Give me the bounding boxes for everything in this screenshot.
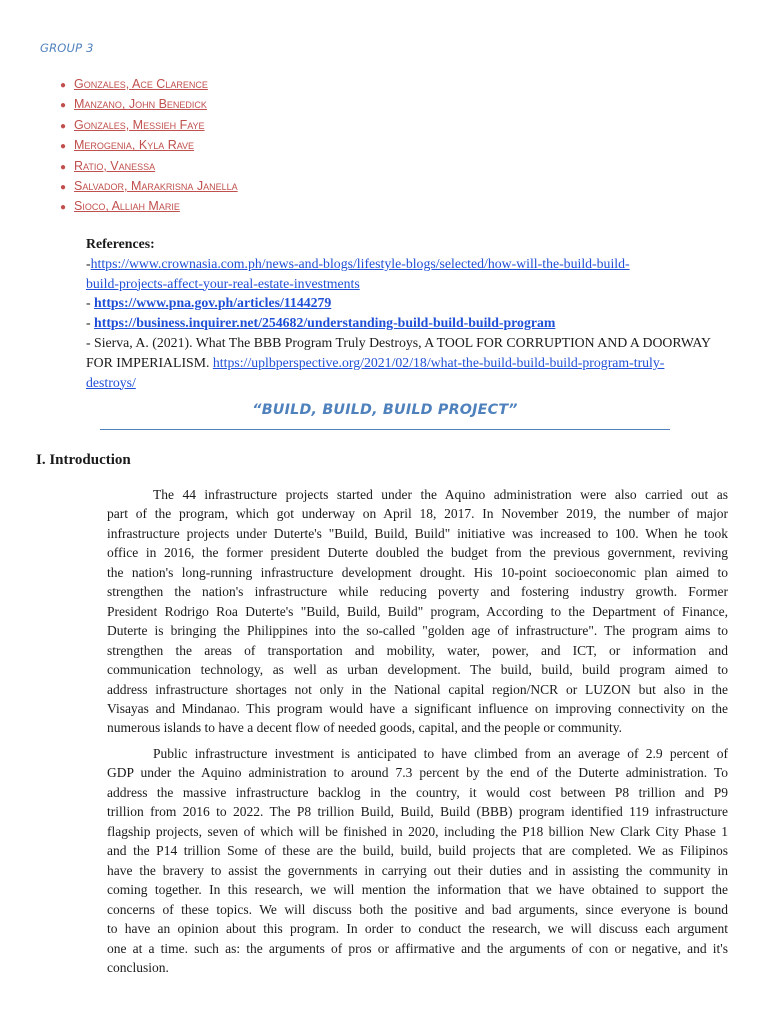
member-item xyxy=(60,115,238,135)
paragraph-line: conclusion. xyxy=(107,959,169,975)
member-item xyxy=(60,156,238,176)
paragraph-line: office in 2016, the former president Duterte doubled the budget from the previous government, reviving xyxy=(107,545,728,561)
reference-3-link[interactable]: https://business.inquirer.net/254682/understanding-build-build-build-program xyxy=(94,315,556,331)
project-title: “BUILD, BUILD, BUILD PROJECT” xyxy=(252,402,518,418)
references-heading: References: xyxy=(86,236,155,251)
member-name: Gonzales, Ace Clarence xyxy=(74,77,208,91)
paragraph-line: communication technology, as well as urban development. The build, build, build program aimed to xyxy=(107,662,728,678)
bullet-icon: ● xyxy=(60,80,67,91)
paragraph-line: Public infrastructure investment is anticipated to have climbed from an average of 2.9 percent of xyxy=(153,746,728,761)
paragraph-line: Visayas and Mindanao. This program would have a significant influence on improving connectivity on the xyxy=(107,700,728,716)
member-name: Manzano, John Benedick xyxy=(74,97,207,112)
paragraph-line: President Rodrigo Roa Duterte's "Build, Build, Build" program, According to the Department of Finance, xyxy=(107,603,728,619)
member-item xyxy=(60,135,238,155)
reference-1-continued xyxy=(86,274,726,294)
paragraph-line: have the bravery to assist the governments in carrying out their duties and in assisting the community in xyxy=(107,862,728,878)
reference-prefix: - xyxy=(86,295,95,311)
reference-4-link-cont[interactable]: destroys/ xyxy=(86,374,136,390)
reference-3 xyxy=(86,313,726,333)
paragraph-line: coming together. In this research, we will mention the information that we have obtained to support the xyxy=(107,882,728,898)
paragraph-line: the nation's long-running infrastructure development drought. His 10-point socioeconomic plan aimed to xyxy=(107,564,728,580)
bullet-icon: ● xyxy=(60,161,67,173)
member-item xyxy=(60,74,238,94)
reference-1-link-cont[interactable]: build-projects-affect-your-real-estate-investments xyxy=(86,275,360,291)
paragraph-line: one at a time. such as: the arguments of pros or affirmative and the arguments of con or negative, and it's xyxy=(107,940,728,956)
reference-4-text: FOR IMPERIALISM. xyxy=(86,354,213,370)
reference-1 xyxy=(86,254,726,274)
paragraph-line: Duterte is bringing the Philippines into the so-called "golden age of infrastructure". The program aims to xyxy=(107,623,728,639)
paragraph-line: GDP under the Aquino administration to around 7.3 percent by the end of the Duterte administration. To xyxy=(107,765,728,781)
reference-prefix: - xyxy=(86,255,91,271)
bullet-icon: ● xyxy=(60,141,67,153)
member-name: Sioco, Alliah Marie xyxy=(74,199,180,214)
title-divider xyxy=(100,429,670,430)
paragraph-line: trillion from 2016 to 2022. The P8 trillion Build, Build, Build (BBB) program identified 119 infrastructure xyxy=(107,804,728,820)
bullet-icon: ● xyxy=(60,202,67,214)
member-item xyxy=(60,196,238,216)
references-section xyxy=(86,234,726,392)
group-label: GROUP 3 xyxy=(40,41,94,55)
member-list xyxy=(60,74,238,217)
section-heading: I. Introduction xyxy=(36,452,131,468)
member-name: Salvador, Marakrisna Janella xyxy=(74,178,238,193)
paragraph-line: strengthen the nation's infrastructure while reducing poverty and fostering industry growth. Former xyxy=(107,584,728,600)
paragraph-line: The 44 infrastructure projects started under the Aquino administration were also carried out as xyxy=(153,487,728,502)
paragraph-line: and the P14 trillion Some of these are the build, build, build projects that are completed. We as Filipinos xyxy=(107,843,728,859)
reference-4-link-end xyxy=(86,373,726,393)
paragraph-line: concerns of these topics. We will discuss both the positive and bad arguments, since everyone is bound xyxy=(107,901,728,917)
member-name: Ratio, Vanessa xyxy=(74,158,156,173)
reference-prefix: - xyxy=(86,315,95,331)
member-item xyxy=(60,176,238,196)
paragraph-line: to have an opinion about this program. In order to conduct the research, we will discuss each argument xyxy=(107,921,728,937)
paragraph-line: infrastructure projects under Duterte's "Build, Build, Build" initiative was increased to 100. When he took xyxy=(107,525,728,541)
member-name: Gonzales, Messieh Faye xyxy=(74,117,205,132)
reference-2 xyxy=(86,293,726,313)
bullet-icon: ● xyxy=(60,100,67,112)
member-item xyxy=(60,94,238,114)
paragraph-line: strengthen the areas of transportation and mobility, water, power, and ICT, or information and xyxy=(107,642,728,658)
paragraph-line: part of the program, which got underway on April 18, 2017. In November 2019, the number of major xyxy=(107,506,728,522)
paragraph-line: address the massive infrastructure backlog in the country, it would cost between P8 trillion and P9 xyxy=(107,784,728,800)
introduction-paragraph-1 xyxy=(107,485,728,738)
member-name: Merogenia, Kyla Rave xyxy=(74,138,195,153)
reference-2-link[interactable]: https://www.pna.gov.ph/articles/1144279 xyxy=(94,295,332,311)
bullet-icon: ● xyxy=(60,181,67,193)
reference-4-continued xyxy=(86,353,726,373)
reference-4: - Sierva, A. (2021). What The BBB Program Truly Destroys, A TOOL FOR CORRUPTION AND A DOORWAY xyxy=(86,334,711,350)
reference-4-link[interactable]: https://uplbperspective.org/2021/02/18/what-the-build-build-build-program-truly- xyxy=(212,354,665,370)
introduction-paragraph-2 xyxy=(107,744,728,977)
paragraph-line: flagship projects, seven of which will be finished in 2020, including the P18 billion New Clark City Phase 1 xyxy=(107,823,728,839)
paragraph-line: address infrastructure shortages not only in the National capital region/NCR or LUZON but also in the xyxy=(107,681,728,697)
bullet-icon: ● xyxy=(60,120,67,132)
paragraph-line: numerous islands to have a decent flow of needed goods, capital, and the people or community. xyxy=(107,720,622,736)
reference-1-link[interactable]: https://www.crownasia.com.ph/news-and-blogs/lifestyle-blogs/selected/how-will-the-build-build- xyxy=(90,255,630,271)
